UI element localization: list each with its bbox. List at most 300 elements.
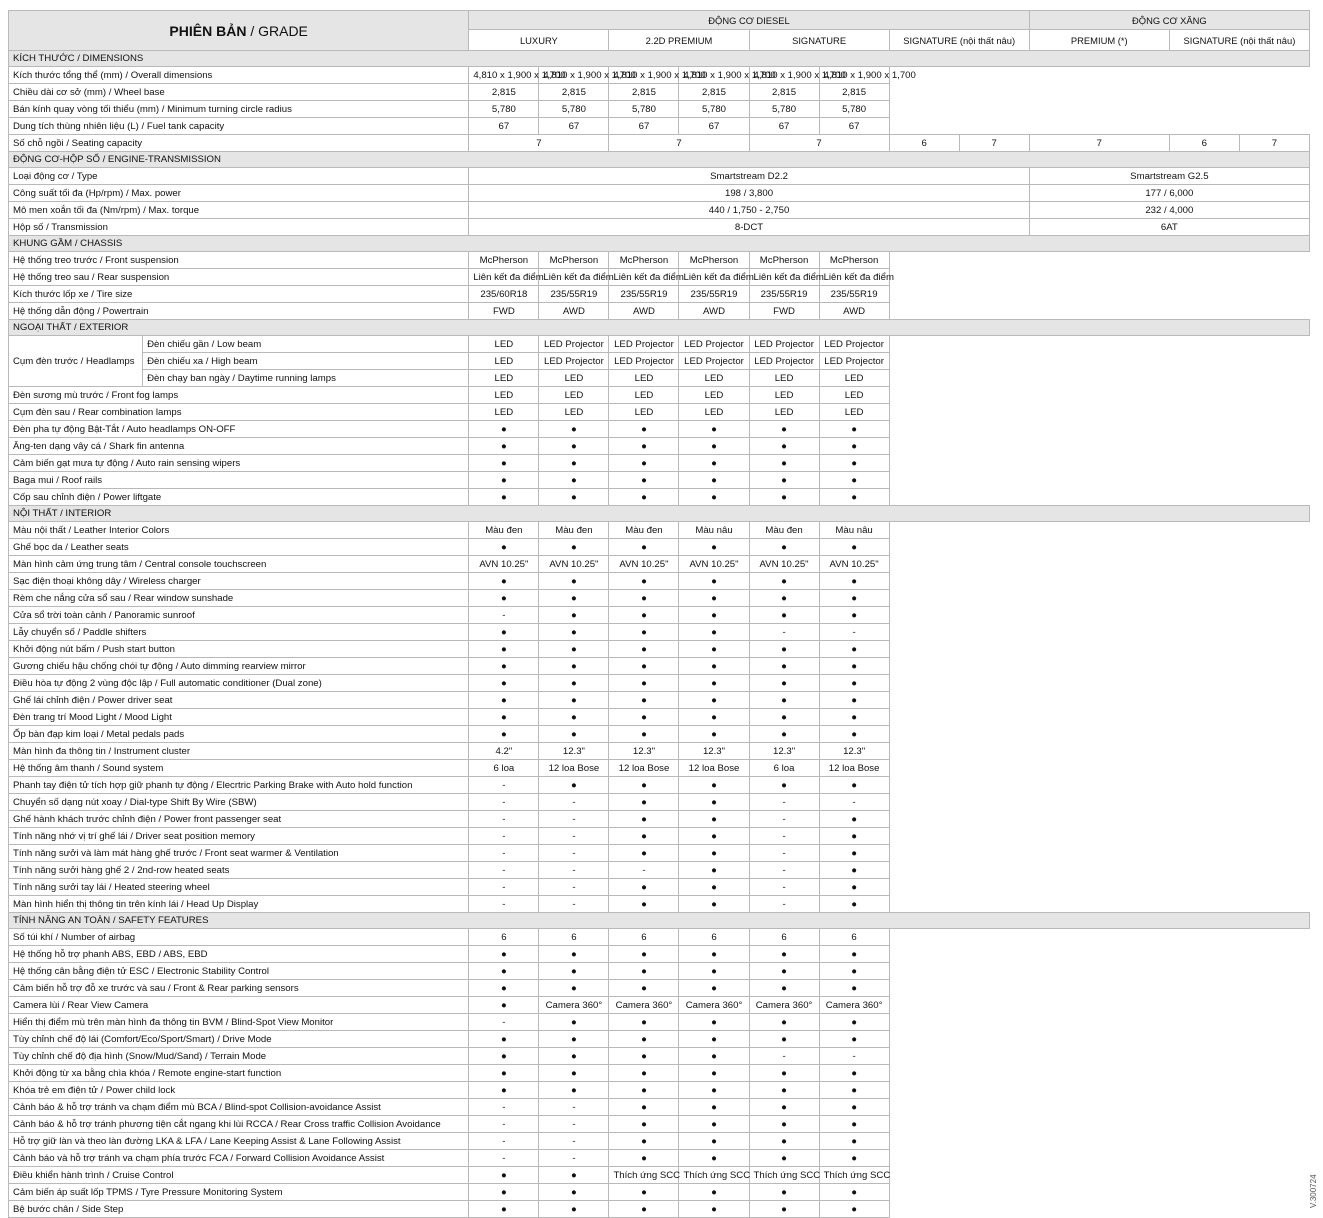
- spec-row: [9, 539, 1310, 556]
- spec-table: [8, 10, 1310, 1218]
- spec-body: [9, 51, 1310, 1218]
- spec-value: ●: [819, 1065, 889, 1082]
- row-label: Tùy chỉnh chế độ lái (Comfort/Eco/Sport/Smart) / Drive Mode: [9, 1031, 469, 1048]
- row-label: Tùy chỉnh chế độ địa hình (Snow/Mud/Sand) / Terrain Mode: [9, 1048, 469, 1065]
- grade-label-en: GRADE: [258, 22, 308, 39]
- spec-value: McPherson: [819, 252, 889, 269]
- spec-value: ●: [609, 1082, 679, 1099]
- spec-value: ●: [819, 692, 889, 709]
- spec-value: ●: [679, 845, 749, 862]
- spec-value: ●: [679, 1014, 749, 1031]
- spec-value: ●: [679, 777, 749, 794]
- row-label: Khởi động từ xa bằng chìa khóa / Remote engine-start function: [9, 1065, 469, 1082]
- spec-value: 12.3": [749, 743, 819, 760]
- spec-value: -: [469, 845, 539, 862]
- spec-value: LED Projector: [609, 353, 679, 370]
- spec-value: ●: [819, 1133, 889, 1150]
- spec-value: ●: [819, 862, 889, 879]
- spec-value: ●: [539, 573, 609, 590]
- spec-value: 6: [539, 929, 609, 946]
- spec-value: ●: [609, 896, 679, 913]
- spec-value: ●: [679, 1099, 749, 1116]
- row-label: Hệ thống cân bằng điện tử ESC / Electronic Stability Control: [9, 963, 469, 980]
- spec-value: ●: [539, 658, 609, 675]
- spec-value: ●: [749, 641, 819, 658]
- spec-value: ●: [469, 641, 539, 658]
- spec-value: ●: [819, 438, 889, 455]
- spec-value: -: [539, 845, 609, 862]
- spec-value: AWD: [679, 303, 749, 320]
- spec-value: ●: [679, 1150, 749, 1167]
- spec-row: [9, 777, 1310, 794]
- spec-value: ●: [539, 641, 609, 658]
- spec-row: [9, 929, 1310, 946]
- row-label: Màn hình hiển thị thông tin trên kính lái / Head Up Display: [9, 896, 469, 913]
- spec-value: -: [469, 777, 539, 794]
- spec-value: 6: [609, 929, 679, 946]
- row-label: Tính năng sưởi hàng ghế 2 / 2nd-row heated seats: [9, 862, 469, 879]
- row-label: Cảnh báo & hỗ trợ tránh phương tiện cắt ngang khi lùi RCCA / Rear Cross traffic Collision Avoidance: [9, 1116, 469, 1133]
- spec-value: ●: [679, 726, 749, 743]
- row-label: Đèn chiếu xa / High beam: [143, 353, 469, 370]
- spec-row: [9, 828, 1310, 845]
- spec-value: ●: [609, 726, 679, 743]
- spec-value: ●: [749, 1184, 819, 1201]
- spec-value: AVN 10.25": [539, 556, 609, 573]
- row-label: Hệ thống treo sau / Rear suspension: [9, 269, 469, 286]
- row-label: Màn hình cảm ứng trung tâm / Central console touchscreen: [9, 556, 469, 573]
- section-header-row: [9, 913, 1310, 929]
- section-header-row: [9, 152, 1310, 168]
- spec-value: -: [469, 607, 539, 624]
- spec-value: 12.3": [539, 743, 609, 760]
- row-label: Loại động cơ / Type: [9, 168, 469, 185]
- spec-value: ●: [819, 421, 889, 438]
- spec-value: 4,810 x 1,900 x 1,700: [819, 67, 889, 84]
- section-header-row: [9, 236, 1310, 252]
- spec-value: -: [469, 1116, 539, 1133]
- spec-value: ●: [679, 455, 749, 472]
- spec-value: LED: [749, 404, 819, 421]
- spec-row: [9, 794, 1310, 811]
- spec-value: AWD: [609, 303, 679, 320]
- spec-value: 67: [469, 118, 539, 135]
- spec-value: 235/55R19: [539, 286, 609, 303]
- spec-value: 12.3": [609, 743, 679, 760]
- spec-value: LED Projector: [539, 336, 609, 353]
- spec-value: LED Projector: [819, 336, 889, 353]
- spec-value: -: [469, 1150, 539, 1167]
- spec-value: ●: [819, 1099, 889, 1116]
- spec-value: -: [469, 828, 539, 845]
- spec-value: LED: [819, 370, 889, 387]
- spec-value: -: [539, 879, 609, 896]
- row-label: Lẫy chuyển số / Paddle shifters: [9, 624, 469, 641]
- spec-value: ●: [609, 658, 679, 675]
- spec-value: 235/55R19: [749, 286, 819, 303]
- spec-value: ●: [819, 1150, 889, 1167]
- spec-value: ●: [539, 607, 609, 624]
- row-label: Bệ bước chân / Side Step: [9, 1201, 469, 1218]
- spec-row: [9, 573, 1310, 590]
- spec-value: 7: [469, 135, 609, 152]
- spec-value: 4,810 x 1,900 x 1,700: [469, 67, 539, 84]
- row-label: Ghế lái chỉnh điện / Power driver seat: [9, 692, 469, 709]
- spec-value: 6: [889, 135, 959, 152]
- spec-value: ●: [749, 539, 819, 556]
- spec-value: -: [539, 828, 609, 845]
- spec-value: 67: [539, 118, 609, 135]
- spec-value: 7: [1029, 135, 1169, 152]
- spec-value: -: [539, 1150, 609, 1167]
- spec-value: ●: [679, 692, 749, 709]
- row-label: Kích thước tổng thể (mm) / Overall dimensions: [9, 67, 469, 84]
- row-label: Phanh tay điện tử tích hợp giữ phanh tự động / Elecrtric Parking Brake with Auto hold function: [9, 777, 469, 794]
- spec-value: LED: [469, 370, 539, 387]
- row-label: Bán kính quay vòng tối thiểu (mm) / Minimum turning circle radius: [9, 101, 469, 118]
- spec-value: 235/55R19: [609, 286, 679, 303]
- row-label: Cảm biến hỗ trợ đỗ xe trước và sau / Front & Rear parking sensors: [9, 980, 469, 997]
- spec-value: ●: [609, 777, 679, 794]
- spec-value: ●: [609, 879, 679, 896]
- spec-value: -: [539, 1133, 609, 1150]
- spec-value: -: [819, 1048, 889, 1065]
- spec-value: ●: [679, 472, 749, 489]
- spec-value: LED: [539, 404, 609, 421]
- spec-value: ●: [539, 726, 609, 743]
- spec-value: 5,780: [819, 101, 889, 118]
- spec-value: FWD: [469, 303, 539, 320]
- spec-value: LED: [679, 404, 749, 421]
- section-title: ĐỘNG CƠ-HỘP SỐ / ENGINE-TRANSMISSION: [9, 152, 1310, 168]
- section-title: KÍCH THƯỚC / DIMENSIONS: [9, 51, 1310, 67]
- spec-value: ●: [469, 658, 539, 675]
- spec-value: ●: [679, 879, 749, 896]
- variant-header: SIGNATURE: [749, 30, 889, 51]
- spec-value: Smartstream G2.5: [1029, 168, 1309, 185]
- spec-value: Màu đen: [539, 522, 609, 539]
- row-label: Kích thước lốp xe / Tire size: [9, 286, 469, 303]
- spec-row: [9, 726, 1310, 743]
- spec-value: LED: [469, 336, 539, 353]
- spec-row: [9, 67, 1310, 84]
- spec-value: ●: [609, 1099, 679, 1116]
- spec-value: ●: [539, 1065, 609, 1082]
- spec-row: [9, 202, 1310, 219]
- engine-group-petrol: ĐỘNG CƠ XĂNG: [1029, 11, 1309, 30]
- spec-row: [9, 556, 1310, 573]
- spec-value: ●: [749, 1201, 819, 1218]
- spec-value: -: [749, 794, 819, 811]
- spec-row: [9, 1167, 1310, 1184]
- row-label: Số túi khí / Number of airbag: [9, 929, 469, 946]
- spec-value: LED: [679, 387, 749, 404]
- section-title: NỘI THẤT / INTERIOR: [9, 506, 1310, 522]
- spec-value: ●: [469, 472, 539, 489]
- spec-value: ●: [609, 811, 679, 828]
- spec-value: ●: [749, 573, 819, 590]
- spec-row: [9, 101, 1310, 118]
- spec-value: Liên kết đa điểm: [679, 269, 749, 286]
- spec-row: [9, 1150, 1310, 1167]
- spec-value: LED: [609, 404, 679, 421]
- spec-value: ●: [819, 777, 889, 794]
- row-label: Ốp bàn đạp kim loại / Metal pedals pads: [9, 726, 469, 743]
- spec-value: ●: [749, 1133, 819, 1150]
- row-group-label: Cụm đèn trước / Headlamps: [9, 336, 143, 387]
- spec-value: ●: [469, 1048, 539, 1065]
- spec-value: ●: [609, 828, 679, 845]
- engine-group-row: [9, 11, 1310, 30]
- spec-row: [9, 438, 1310, 455]
- spec-value: -: [469, 794, 539, 811]
- spec-value: ●: [749, 946, 819, 963]
- spec-value: LED Projector: [679, 336, 749, 353]
- spec-value: ●: [539, 421, 609, 438]
- spec-value: 198 / 3,800: [469, 185, 1029, 202]
- row-label: Baga mui / Roof rails: [9, 472, 469, 489]
- spec-value: ●: [679, 828, 749, 845]
- spec-value: ●: [819, 590, 889, 607]
- variant-header: SIGNATURE (nội thất nâu): [1169, 30, 1309, 51]
- spec-value: LED: [819, 387, 889, 404]
- spec-value: ●: [609, 438, 679, 455]
- spec-row: [9, 692, 1310, 709]
- spec-value: 235/55R19: [819, 286, 889, 303]
- row-label: Điều khiển hành trình / Cruise Control: [9, 1167, 469, 1184]
- spec-value: ●: [819, 845, 889, 862]
- spec-row: [9, 421, 1310, 438]
- spec-value: ●: [609, 980, 679, 997]
- spec-value: ●: [679, 438, 749, 455]
- spec-value: ●: [469, 709, 539, 726]
- row-label: Khởi động nút bấm / Push start button: [9, 641, 469, 658]
- spec-value: 4,810 x 1,900 x 1,700: [609, 67, 679, 84]
- spec-value: ●: [469, 421, 539, 438]
- spec-value: Liên kết đa điểm: [469, 269, 539, 286]
- spec-value: 232 / 4,000: [1029, 202, 1309, 219]
- spec-value: -: [749, 828, 819, 845]
- spec-value: ●: [819, 726, 889, 743]
- row-label: Đèn trang trí Mood Light / Mood Light: [9, 709, 469, 726]
- spec-value: Liên kết đa điểm: [819, 269, 889, 286]
- spec-value: ●: [819, 675, 889, 692]
- row-label: Hệ thống treo trước / Front suspension: [9, 252, 469, 269]
- spec-value: ●: [539, 1167, 609, 1184]
- spec-row: [9, 1116, 1310, 1133]
- spec-value: ●: [679, 489, 749, 506]
- spec-value: ●: [749, 1014, 819, 1031]
- spec-value: ●: [749, 709, 819, 726]
- spec-value: LED Projector: [609, 336, 679, 353]
- spec-value: ●: [679, 862, 749, 879]
- spec-value: ●: [819, 946, 889, 963]
- spec-value: ●: [679, 794, 749, 811]
- spec-row: [9, 896, 1310, 913]
- spec-row: [9, 641, 1310, 658]
- row-label: Cảm biến gạt mưa tự động / Auto rain sensing wipers: [9, 455, 469, 472]
- spec-value: ●: [609, 624, 679, 641]
- spec-value: LED: [749, 370, 819, 387]
- spec-value: ●: [819, 811, 889, 828]
- spec-value: ●: [609, 675, 679, 692]
- spec-row: [9, 489, 1310, 506]
- spec-value: -: [469, 811, 539, 828]
- spec-value: ●: [609, 1031, 679, 1048]
- spec-row: [9, 1201, 1310, 1218]
- spec-value: ●: [539, 946, 609, 963]
- spec-value: ●: [819, 1031, 889, 1048]
- spec-value: ●: [749, 675, 819, 692]
- spec-value: ●: [609, 489, 679, 506]
- spec-value: 6: [749, 929, 819, 946]
- spec-value: ●: [749, 726, 819, 743]
- spec-row: [9, 1133, 1310, 1150]
- spec-value: ●: [539, 472, 609, 489]
- spec-value: ●: [679, 641, 749, 658]
- spec-value: ●: [469, 489, 539, 506]
- spec-row: [9, 84, 1310, 101]
- spec-value: LED Projector: [749, 353, 819, 370]
- spec-value: ●: [749, 590, 819, 607]
- spec-value: -: [469, 896, 539, 913]
- spec-value: ●: [819, 658, 889, 675]
- spec-value: -: [749, 862, 819, 879]
- spec-value: Camera 360°: [679, 997, 749, 1014]
- spec-value: Smartstream D2.2: [469, 168, 1029, 185]
- row-label: Mô men xoắn tối đa (Nm/rpm) / Max. torque: [9, 202, 469, 219]
- row-label: Đèn pha tự động Bật-Tắt / Auto headlamps ON-OFF: [9, 421, 469, 438]
- spec-value: ●: [749, 1150, 819, 1167]
- spec-value: ●: [539, 777, 609, 794]
- spec-value: -: [469, 862, 539, 879]
- spec-value: ●: [539, 980, 609, 997]
- spec-value: 4,810 x 1,900 x 1,700: [749, 67, 819, 84]
- spec-value: 6 loa: [469, 760, 539, 777]
- spec-value: -: [469, 1014, 539, 1031]
- spec-value: AVN 10.25": [679, 556, 749, 573]
- spec-value: ●: [679, 1133, 749, 1150]
- grade-separator: /: [246, 22, 259, 39]
- row-label: Sạc điện thoại không dây / Wireless charger: [9, 573, 469, 590]
- spec-value: 6: [469, 929, 539, 946]
- spec-value: 12.3": [679, 743, 749, 760]
- spec-value: ●: [539, 539, 609, 556]
- row-label: Cốp sau chỉnh điện / Power liftgate: [9, 489, 469, 506]
- spec-value: ●: [679, 1031, 749, 1048]
- spec-value: ●: [819, 641, 889, 658]
- spec-value: AVN 10.25": [819, 556, 889, 573]
- spec-value: ●: [469, 963, 539, 980]
- spec-value: 7: [1239, 135, 1309, 152]
- spec-row: [9, 353, 1310, 370]
- spec-row: [9, 760, 1310, 777]
- spec-row: [9, 946, 1310, 963]
- spec-value: ●: [539, 1184, 609, 1201]
- spec-value: ●: [819, 980, 889, 997]
- spec-value: Camera 360°: [539, 997, 609, 1014]
- spec-value: ●: [609, 1201, 679, 1218]
- spec-value: LED Projector: [679, 353, 749, 370]
- grade-header: [9, 11, 469, 51]
- spec-value: ●: [679, 963, 749, 980]
- spec-value: ●: [679, 896, 749, 913]
- spec-value: ●: [749, 421, 819, 438]
- spec-row: [9, 811, 1310, 828]
- spec-value: ●: [469, 946, 539, 963]
- spec-value: ●: [609, 845, 679, 862]
- spec-value: ●: [609, 1065, 679, 1082]
- spec-value: -: [539, 811, 609, 828]
- section-header-row: [9, 506, 1310, 522]
- spec-value: 5,780: [609, 101, 679, 118]
- spec-row: [9, 522, 1310, 539]
- spec-value: LED Projector: [539, 353, 609, 370]
- row-label: Hệ thống âm thanh / Sound system: [9, 760, 469, 777]
- spec-value: 6: [819, 929, 889, 946]
- spec-value: 4.2": [469, 743, 539, 760]
- spec-value: ●: [469, 573, 539, 590]
- spec-value: 5,780: [469, 101, 539, 118]
- spec-row: [9, 879, 1310, 896]
- spec-value: ●: [539, 1048, 609, 1065]
- spec-value: ●: [819, 1082, 889, 1099]
- row-label: Đèn chạy ban ngày / Daytime running lamps: [143, 370, 469, 387]
- spec-value: ●: [679, 590, 749, 607]
- spec-row: [9, 286, 1310, 303]
- spec-row: [9, 219, 1310, 236]
- spec-value: Màu nâu: [819, 522, 889, 539]
- spec-value: ●: [749, 1116, 819, 1133]
- row-label: Hệ thống dẫn động / Powertrain: [9, 303, 469, 320]
- spec-value: ●: [469, 675, 539, 692]
- spec-value: -: [819, 624, 889, 641]
- spec-value: ●: [609, 1116, 679, 1133]
- spec-value: 12 loa Bose: [609, 760, 679, 777]
- spec-value: 2,815: [819, 84, 889, 101]
- spec-value: ●: [679, 1065, 749, 1082]
- spec-value: LED: [469, 404, 539, 421]
- spec-value: 67: [819, 118, 889, 135]
- spec-row: [9, 252, 1310, 269]
- spec-value: ●: [609, 963, 679, 980]
- spec-value: ●: [609, 1014, 679, 1031]
- spec-value: Màu nâu: [679, 522, 749, 539]
- row-label: Tính năng sưởi và làm mát hàng ghế trước / Front seat warmer & Ventilation: [9, 845, 469, 862]
- spec-row: [9, 624, 1310, 641]
- row-label: Cảm biến áp suất lốp TPMS / Tyre Pressure Monitoring System: [9, 1184, 469, 1201]
- row-label: Màn hình đa thông tin / Instrument cluster: [9, 743, 469, 760]
- spec-value: ●: [609, 1150, 679, 1167]
- row-label: Cảnh báo và hỗ trợ tránh va chạm phía trước FCA / Forward Collision Avoidance Assist: [9, 1150, 469, 1167]
- spec-value: ●: [749, 455, 819, 472]
- spec-row: [9, 675, 1310, 692]
- spec-row: [9, 1184, 1310, 1201]
- spec-value: 4,810 x 1,900 x 1,700: [539, 67, 609, 84]
- spec-value: LED: [469, 353, 539, 370]
- spec-row: [9, 590, 1310, 607]
- spec-value: ●: [749, 1065, 819, 1082]
- variant-header: LUXURY: [469, 30, 609, 51]
- row-label: Rèm che nắng cửa sổ sau / Rear window sunshade: [9, 590, 469, 607]
- spec-value: ●: [679, 624, 749, 641]
- spec-value: ●: [609, 421, 679, 438]
- spec-value: LED Projector: [749, 336, 819, 353]
- spec-value: ●: [679, 421, 749, 438]
- spec-row: [9, 980, 1310, 997]
- spec-value: Thích ứng SCC: [679, 1167, 749, 1184]
- spec-value: -: [609, 862, 679, 879]
